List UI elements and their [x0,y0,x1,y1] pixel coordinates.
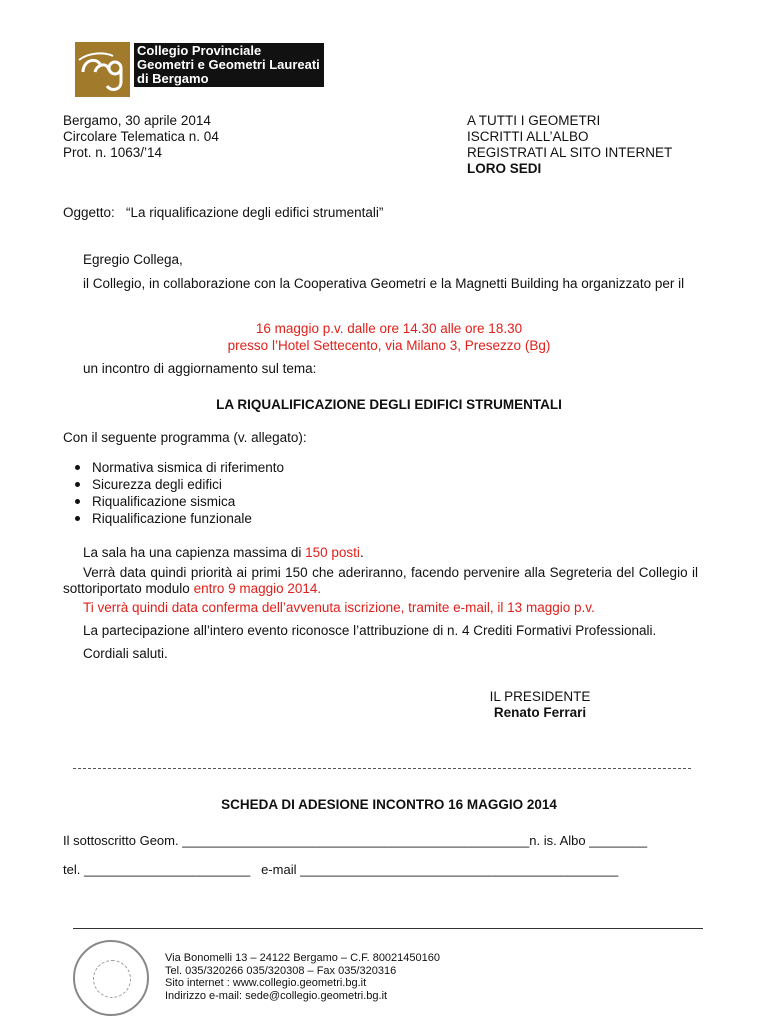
confirmation-text: Ti verrà quindi data conferma dell’avvenuta iscrizione, tramite e-mail, il 13 maggio p.v. [83,600,595,615]
letterhead-line-1: Collegio Provinciale [137,43,262,58]
program-item: Sicurezza degli edifici [63,476,284,493]
form-title: SCHEDA DI ADESIONE INCONTRO 16 MAGGIO 2014 [221,797,557,812]
theme-heading: LA RIQUALIFICAZIONE DEGLI EDIFICI STRUMENTALI [216,397,562,412]
program-intro: Con il seguente programma (v. allegato): [63,430,307,445]
capacity-highlight: 150 posti [305,545,360,560]
footer-divider [73,928,703,929]
letterhead-name [134,43,324,87]
circular-number: Circolare Telematica n. 04 [63,129,219,144]
program-item: Riqualificazione funzionale [63,510,284,527]
subject-line: Oggetto: “La riqualificazione degli edifici strumentali” [63,205,384,220]
footer-contacts [165,952,440,1002]
recipient-line-4: LORO SEDI [467,161,542,176]
priority-text: Verrà data quindi priorità ai primi 150 che aderiranno, facendo pervenire alla Segreteria del Collegio il sottoriportato modulo [63,565,698,596]
form-contact-line: tel. _______________________ e-mail ____________________________________________ [63,862,619,877]
sender-block [63,113,219,161]
intro-paragraph: il Collegio, in collaborazione con la Cooperativa Geometri e la Magnetti Building ha organizzato per il [83,276,685,291]
form-name-line: Il sottoscritto Geom. ________________________________________________n. is. Albo ________ [63,833,648,848]
letterhead-line-2: Geometri e Geometri Laureati [137,57,320,72]
credits-text: La partecipazione all’intero evento riconosce l’attribuzione di n. 4 Crediti Formativi Professionali. [83,623,657,638]
footer-phone: Tel. 035/320266 035/320308 – Fax 035/320316 [165,964,397,977]
capacity-text-after: . [359,545,364,560]
recipient-line-1: A TUTTI I GEOMETRI [467,113,601,128]
footer-website: Sito internet : www.collegio.geometri.bg.it [165,977,367,989]
recipient-line-3: REGISTRATI AL SITO INTERNET [467,145,673,160]
priority-paragraph [63,565,698,597]
signature-name: Renato Ferrari [493,705,587,720]
logo-mark-icon [75,42,130,97]
signature-role: IL PRESIDENTE [489,689,591,704]
program-list [63,459,284,527]
recipient-line-2: ISCRITTI ALL’ALBO [467,129,589,144]
footer-email: Indirizzo e-mail: sede@collegio.geometri.bg.it [165,989,388,1002]
protocol-number: Prot. n. 1063/’14 [63,145,163,160]
capacity-text [83,545,364,560]
meeting-text: un incontro di aggiornamento sul tema: [83,361,317,376]
signature-block [470,689,610,721]
college-logo [75,42,130,97]
recipient-block [467,113,672,177]
program-item: Normativa sismica di riferimento [63,459,284,476]
capacity-text-before: La sala ha una capienza massima di [83,545,306,560]
footer-address: Via Bonomelli 13 – 24122 Bergamo – C.F. 80021450160 [165,952,440,964]
letter-date: Bergamo, 30 aprile 2014 [63,113,211,128]
seal-center [93,960,131,998]
program-item: Riqualificazione sismica [63,493,284,510]
closing: Cordiali saluti. [83,646,168,661]
event-details [63,320,715,354]
event-when: 16 maggio p.v. dalle ore 14.30 alle ore 18.30 [255,321,523,336]
cut-line [73,768,691,769]
letterhead-line-3: di Bergamo [137,71,209,86]
college-seal-icon [73,940,149,1016]
event-where: presso l’Hotel Settecento, via Milano 3, Presezzo (Bg) [227,338,551,353]
priority-deadline: entro 9 maggio 2014. [193,581,322,596]
greeting: Egregio Collega, [83,252,183,267]
